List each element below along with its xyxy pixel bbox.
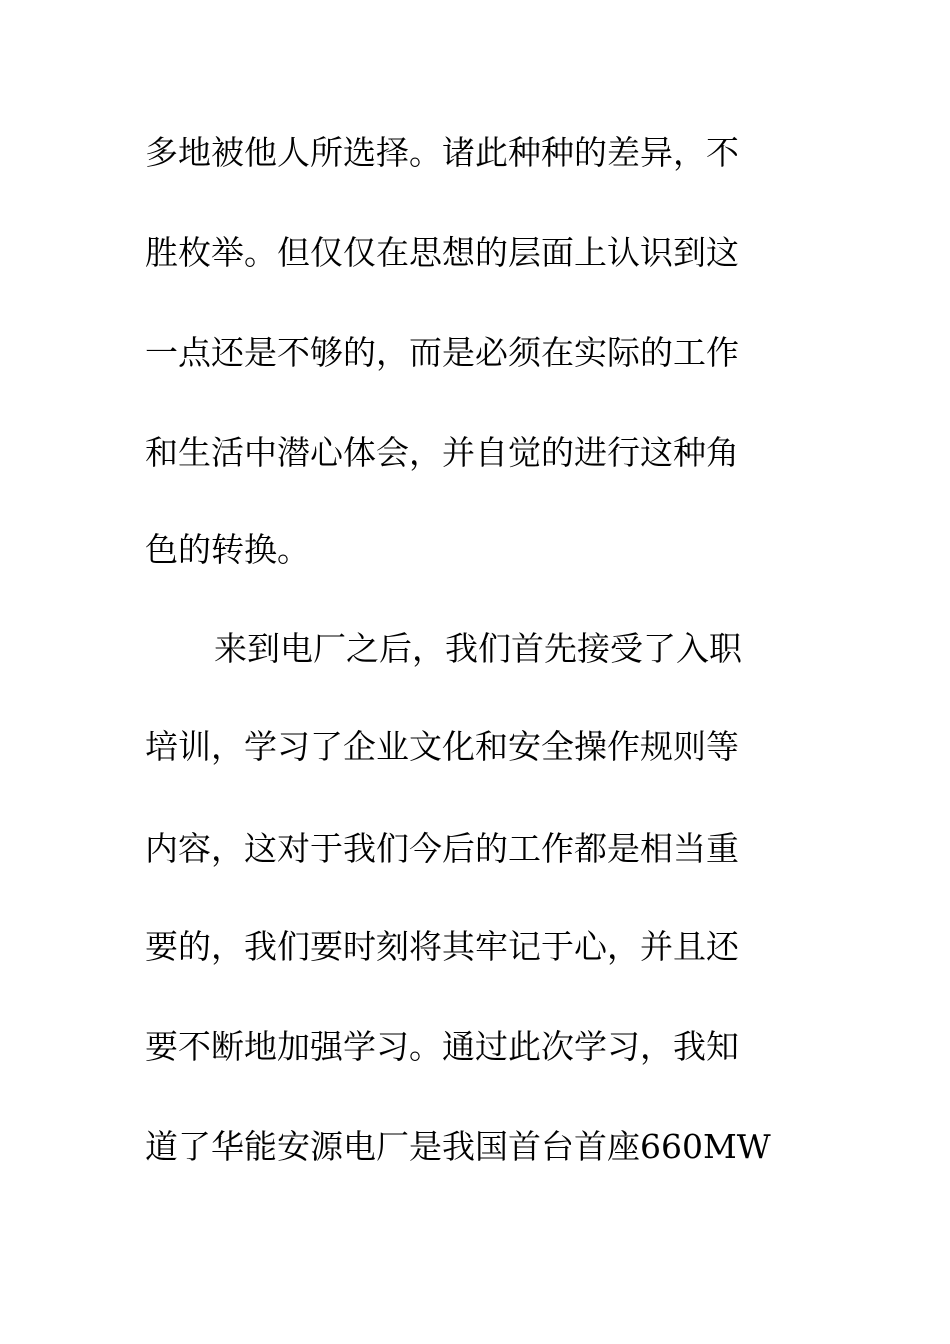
text-line: 和生活中潜心体会，并自觉的进行这种角 (145, 433, 739, 472)
text-line: 要的，我们要时刻将其牢记于心，并且还 (145, 927, 739, 966)
text-line: 色的转换。 (145, 530, 310, 569)
paragraph-first-line: 来到电厂之后，我们首先接受了入职 (214, 629, 742, 668)
text-line: 要不断地加强学习。通过此次学习，我知 (145, 1027, 739, 1066)
text-line: 道了华能安源电厂是我国首台首座660MW (145, 1127, 771, 1166)
text-line: 内容，这对于我们今后的工作都是相当重 (145, 829, 739, 868)
text-line: 胜枚举。但仅仅在思想的层面上认识到这 (145, 233, 739, 272)
text-line: 多地被他人所选择。诸此种种的差异，不 (145, 133, 739, 172)
text-line: 一点还是不够的，而是必须在实际的工作 (145, 333, 739, 372)
text-line: 培训，学习了企业文化和安全操作规则等 (145, 727, 739, 766)
